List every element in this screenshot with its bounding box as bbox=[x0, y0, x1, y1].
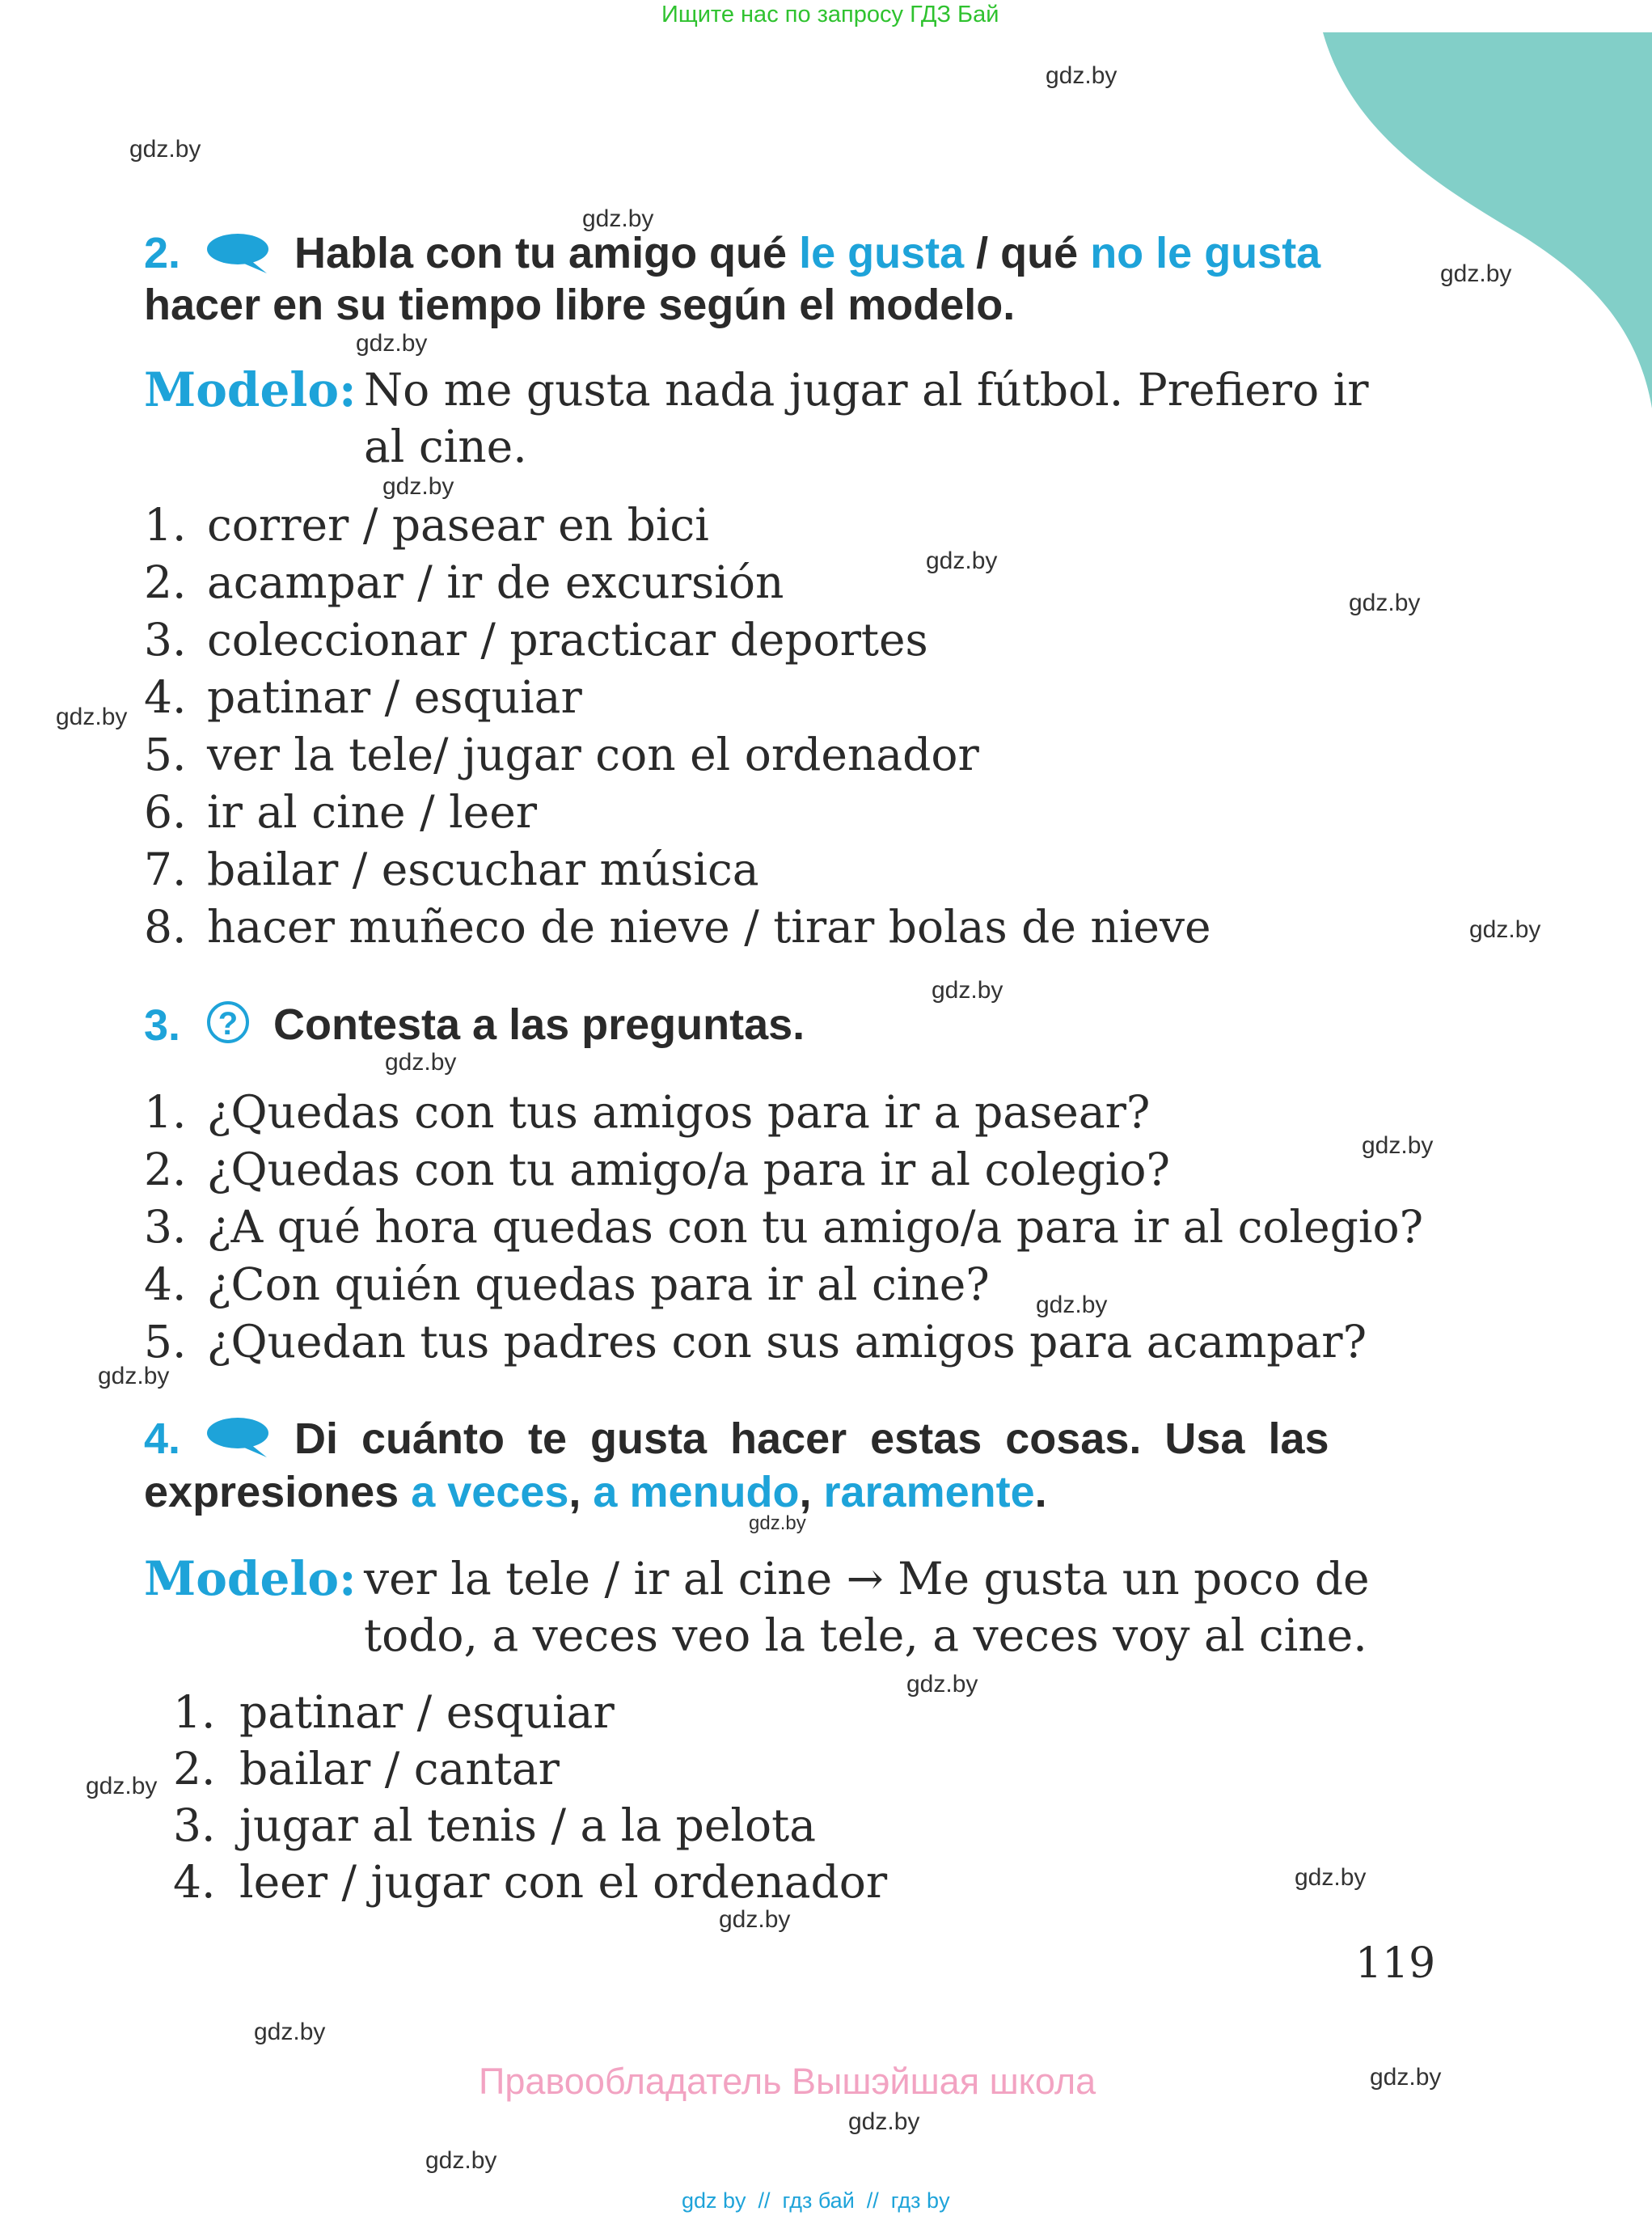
item-number: 2. bbox=[144, 1144, 187, 1195]
svg-text:?: ? bbox=[218, 1006, 239, 1042]
list-item bbox=[144, 669, 1211, 726]
exercise-2-title-line1 bbox=[294, 228, 1320, 278]
watermark: gdz.by bbox=[98, 1363, 170, 1389]
item-number: 2. bbox=[173, 1743, 216, 1795]
question-circle-icon bbox=[205, 1000, 251, 1045]
teal-corner-shape bbox=[1318, 32, 1652, 412]
watermark: gdz.by bbox=[719, 1906, 791, 1933]
item-number: 5. bbox=[144, 1316, 187, 1368]
list-item bbox=[173, 1854, 887, 1910]
item-number: 6. bbox=[144, 786, 187, 838]
title-separator: / qué bbox=[976, 229, 1079, 277]
list-item bbox=[144, 784, 1211, 841]
exercise-4-title-line1: Di cuánto te gusta hacer estas cosas. Usa las bbox=[294, 1414, 1329, 1463]
watermark: gdz.by bbox=[1046, 62, 1118, 89]
exercise-2-heading bbox=[144, 228, 180, 278]
item-text: hacer muñeco de nieve / tirar bolas de nieve bbox=[207, 901, 1211, 953]
watermark: gdz.by bbox=[1295, 1864, 1367, 1891]
watermark: gdz.by bbox=[56, 704, 128, 730]
watermark: gdz.by bbox=[356, 330, 428, 357]
list-item bbox=[144, 1199, 1423, 1256]
watermark: gdz.by bbox=[254, 2019, 326, 2045]
keyword-raramente: raramente bbox=[823, 1468, 1035, 1516]
watermark: gdz.by bbox=[86, 1773, 158, 1799]
list-item bbox=[173, 1684, 887, 1740]
list-item bbox=[144, 611, 1211, 669]
speech-bubble-icon bbox=[205, 233, 273, 275]
item-text: ¿Quedas con tu amigo/a para ir al colegio? bbox=[207, 1144, 1170, 1195]
item-number: 3. bbox=[144, 614, 187, 666]
list-item bbox=[144, 726, 1211, 784]
exercise-2-title-line2: hacer en su tiempo libre según el modelo. bbox=[144, 281, 1016, 329]
item-number: 4. bbox=[144, 671, 187, 723]
item-number: 1. bbox=[173, 1686, 216, 1738]
list-item bbox=[144, 1084, 1423, 1141]
item-text: ir al cine / leer bbox=[207, 786, 538, 838]
list-item bbox=[144, 841, 1211, 898]
watermark: gdz.by bbox=[382, 473, 454, 500]
footer-links[interactable]: gdz by // гдз бай // гдз by bbox=[682, 2188, 950, 2213]
item-number: 2. bbox=[144, 556, 187, 608]
item-text: bailar / cantar bbox=[239, 1743, 560, 1795]
list-item bbox=[144, 1313, 1423, 1371]
watermark: gdz.by bbox=[1440, 260, 1512, 287]
item-number: 7. bbox=[144, 844, 187, 895]
title-text: expresiones bbox=[144, 1468, 399, 1516]
list-item bbox=[144, 1256, 1423, 1313]
modelo-text-line1: ver la tele / ir al cine → Me gusta un poco de bbox=[364, 1553, 1370, 1605]
item-text: bailar / escuchar música bbox=[207, 844, 759, 895]
watermark: gdz.by bbox=[1349, 590, 1421, 616]
keyword-le-gusta: le gusta bbox=[799, 229, 965, 277]
modelo-text-line2: todo, a veces veo la tele, a veces voy al cine. bbox=[364, 1609, 1367, 1661]
item-number: 1. bbox=[144, 499, 187, 551]
watermark: gdz.by bbox=[848, 2108, 920, 2135]
watermark: gdz.by bbox=[1469, 916, 1541, 943]
item-text: leer / jugar con el ordenador bbox=[239, 1856, 888, 1908]
comma: , bbox=[799, 1468, 812, 1516]
list-item bbox=[173, 1740, 887, 1797]
keyword-a-menudo: a menudo bbox=[593, 1468, 800, 1516]
watermark: gdz.by bbox=[1036, 1292, 1108, 1318]
watermark: gdz.by bbox=[1362, 1132, 1434, 1159]
list-item bbox=[144, 1141, 1423, 1199]
item-number: 4. bbox=[144, 1258, 187, 1310]
item-text: patinar / esquiar bbox=[239, 1686, 615, 1738]
exercise-4-number: 4. bbox=[144, 1414, 181, 1463]
copyright-notice: Правообладатель Вышэйшая школа bbox=[479, 2061, 1096, 2102]
item-text: correr / pasear en bici bbox=[207, 499, 709, 551]
item-number: 3. bbox=[144, 1201, 187, 1253]
exercise-4-title-line2 bbox=[144, 1467, 1047, 1517]
item-number: 5. bbox=[144, 729, 187, 780]
item-text: ver la tele/ jugar con el ordenador bbox=[207, 729, 979, 780]
list-item bbox=[173, 1797, 887, 1854]
exercise-number: 2. bbox=[144, 229, 181, 277]
watermark: gdz.by bbox=[1370, 2064, 1442, 2091]
watermark: gdz.by bbox=[582, 205, 654, 232]
item-text: acampar / ir de excursión bbox=[207, 556, 784, 608]
item-text: jugar al tenis / a la pelota bbox=[239, 1799, 816, 1851]
period: . bbox=[1034, 1468, 1047, 1516]
modelo-label: Modelo: bbox=[144, 362, 357, 417]
title-text: Habla con tu amigo qué bbox=[294, 229, 788, 277]
modelo-label: Modelo: bbox=[144, 1551, 357, 1606]
watermark: gdz.by bbox=[749, 1512, 806, 1534]
page-number: 119 bbox=[1355, 1939, 1436, 1988]
item-number: 1. bbox=[144, 1086, 187, 1138]
item-text: ¿Quedas con tus amigos para ir a pasear? bbox=[207, 1086, 1151, 1138]
watermark: gdz.by bbox=[385, 1049, 457, 1076]
modelo-text-line2: al cine. bbox=[364, 421, 527, 472]
item-number: 4. bbox=[173, 1856, 216, 1908]
exercise-3-title: Contesta a las preguntas. bbox=[273, 1000, 805, 1049]
watermark: gdz.by bbox=[129, 136, 201, 163]
list-item bbox=[144, 497, 1211, 554]
item-number: 3. bbox=[173, 1799, 216, 1851]
list-item bbox=[144, 554, 1211, 611]
exercise-4-list bbox=[173, 1684, 887, 1910]
comma: , bbox=[568, 1468, 581, 1516]
exercise-3-number: 3. bbox=[144, 1001, 181, 1050]
item-text: patinar / esquiar bbox=[207, 671, 582, 723]
watermark: gdz.by bbox=[906, 1671, 978, 1698]
watermark: gdz.by bbox=[425, 2147, 497, 2174]
list-item bbox=[144, 898, 1211, 956]
watermark: gdz.by bbox=[926, 548, 998, 574]
item-text: coleccionar / practicar deportes bbox=[207, 614, 928, 666]
modelo-text-line1: No me gusta nada jugar al fútbol. Prefiero ir bbox=[364, 364, 1369, 416]
speech-bubble-icon bbox=[205, 1417, 273, 1459]
watermark: gdz.by bbox=[932, 977, 1003, 1004]
item-text: ¿Quedan tus padres con sus amigos para acampar? bbox=[207, 1316, 1367, 1368]
item-text: ¿Con quién quedas para ir al cine? bbox=[207, 1258, 990, 1310]
keyword-no-le-gusta: no le gusta bbox=[1090, 229, 1321, 277]
exercise-3-list bbox=[144, 1084, 1423, 1371]
item-number: 8. bbox=[144, 901, 187, 953]
keyword-a-veces: a veces bbox=[411, 1468, 569, 1516]
item-text: ¿A qué hora quedas con tu amigo/a para ir al colegio? bbox=[207, 1201, 1424, 1253]
top-search-link[interactable]: Ищите нас по запросу ГДЗ Бай bbox=[661, 2, 999, 27]
exercise-2-list bbox=[144, 497, 1211, 956]
